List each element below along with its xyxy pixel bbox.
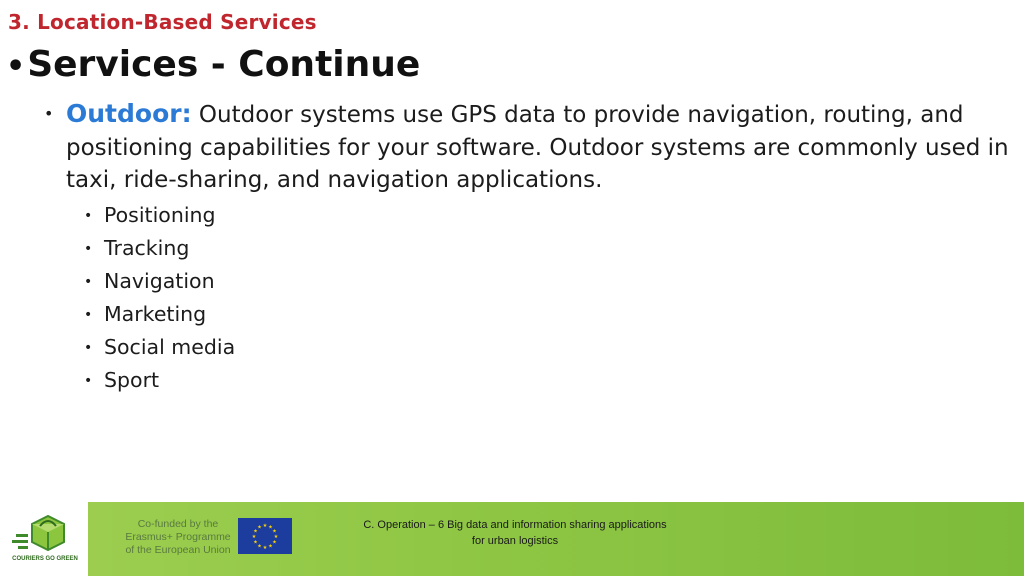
svg-text:★: ★	[253, 539, 258, 546]
paragraph-bullet: •	[44, 104, 54, 123]
bullet-icon: •	[84, 307, 93, 323]
couriers-go-green-logo	[10, 512, 80, 572]
bullet-icon: •	[84, 340, 93, 356]
section-title: 3. Location-Based Services	[8, 10, 317, 34]
svg-text:★: ★	[272, 539, 277, 546]
svg-text:★: ★	[273, 534, 279, 540]
footer-caption: C. Operation – 6 Big data and information sharing applications for urban logistics	[363, 519, 667, 547]
bullet-icon: •	[84, 274, 93, 290]
bullet-icon: •	[84, 373, 93, 389]
svg-text:★: ★	[257, 543, 262, 550]
list-item: • Positioning	[84, 200, 235, 233]
list-item: • Navigation	[84, 266, 235, 299]
list-item: • Marketing	[84, 299, 235, 332]
outdoor-description: Outdoor systems use GPS data to provide navigation, routing, and positioning capabilities for your software. Outdoor systems are commonly used in taxi, ride-sharing, and navigation applications.	[66, 102, 1009, 193]
list-item: • Sport	[84, 365, 235, 398]
svg-text:★: ★	[262, 545, 268, 551]
outdoor-keyword: Outdoor:	[66, 99, 192, 128]
service-list	[84, 200, 235, 398]
list-item: • Tracking	[84, 233, 235, 266]
heading-text: Services - Continue	[27, 44, 421, 85]
list-item: • Social media	[84, 332, 235, 365]
svg-text:★: ★	[257, 524, 262, 531]
outdoor-paragraph	[44, 98, 1014, 197]
svg-text:★: ★	[262, 523, 268, 529]
slide-heading	[6, 44, 420, 85]
svg-text:★: ★	[268, 524, 273, 531]
svg-text:★: ★	[251, 534, 257, 540]
svg-text:★: ★	[253, 528, 258, 535]
heading-bullet: •	[6, 49, 26, 84]
eu-flag-icon	[238, 518, 292, 554]
bullet-icon: •	[84, 208, 93, 224]
svg-text:★: ★	[272, 528, 277, 535]
svg-text:★: ★	[268, 543, 273, 550]
logo-text: COURIERS GO GREEN	[12, 556, 78, 562]
eu-cofunded-text: Co-funded by the Erasmus+ Programme of the European Union	[125, 518, 231, 556]
bullet-icon: •	[84, 241, 93, 257]
